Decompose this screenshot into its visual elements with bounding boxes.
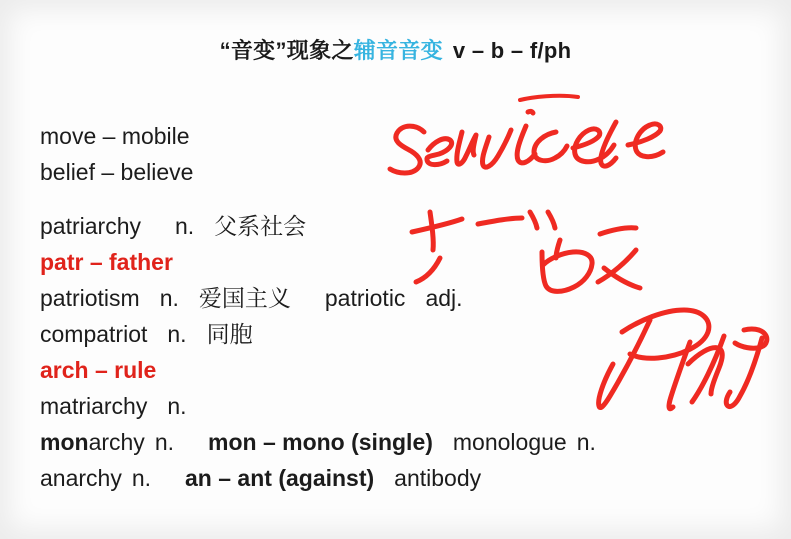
- term-compatriot: compatriot: [40, 321, 148, 347]
- pos-patriarchy: n.: [174, 213, 195, 239]
- root-arch-rule: arch – rule: [40, 357, 157, 383]
- pos-monologue: n.: [576, 429, 596, 455]
- term-anarchy: anarchy: [40, 465, 122, 491]
- meaning-patriarchy: 父系社会: [214, 213, 307, 239]
- term-patriotism: patriotism: [40, 285, 140, 311]
- list-item: [40, 352, 740, 388]
- term-patriarchy: patriarchy: [40, 213, 141, 239]
- pos-patriotic: adj.: [425, 285, 463, 311]
- list-item: [40, 154, 740, 190]
- meaning-patriotism: 爱国主义: [198, 285, 291, 311]
- title-english-part: v – b – f/ph: [452, 38, 572, 63]
- term-belief-believe: belief – believe: [40, 159, 194, 185]
- term-matriarchy: matriarchy: [40, 393, 148, 419]
- meaning-compatriot: 同胞: [206, 321, 253, 347]
- term-patriotic: patriotic: [324, 285, 406, 311]
- pos-compatriot: n.: [167, 321, 187, 347]
- vocabulary-list: [40, 118, 740, 496]
- list-item: [40, 208, 740, 244]
- pos-matriarchy: n.: [167, 393, 187, 419]
- list-item: [40, 118, 740, 154]
- list-item: [40, 316, 740, 352]
- list-item: [40, 388, 740, 424]
- pos-monarchy: n.: [154, 429, 174, 455]
- page-title: [0, 34, 791, 65]
- pos-patriotism: n.: [159, 285, 179, 311]
- list-spacer: [40, 190, 740, 208]
- list-item: [40, 424, 740, 460]
- term-monologue: monologue: [452, 429, 567, 455]
- note-an-ant: an – ant (against): [185, 465, 375, 491]
- list-item: [40, 280, 740, 316]
- term-monarchy-rest: archy: [88, 429, 145, 455]
- title-highlight-part: 辅音音变: [353, 38, 443, 63]
- note-mon-mono: mon – mono (single): [208, 429, 433, 455]
- list-item: [40, 460, 740, 496]
- term-monarchy-prefix: mon: [40, 429, 89, 455]
- root-patr-father: patr – father: [40, 249, 173, 275]
- pos-anarchy: n.: [131, 465, 152, 491]
- title-quote-part: “音变”现象之: [219, 38, 354, 63]
- term-move-mobile: move – mobile: [40, 123, 190, 149]
- term-antibody: antibody: [394, 465, 482, 491]
- list-item: [40, 244, 740, 280]
